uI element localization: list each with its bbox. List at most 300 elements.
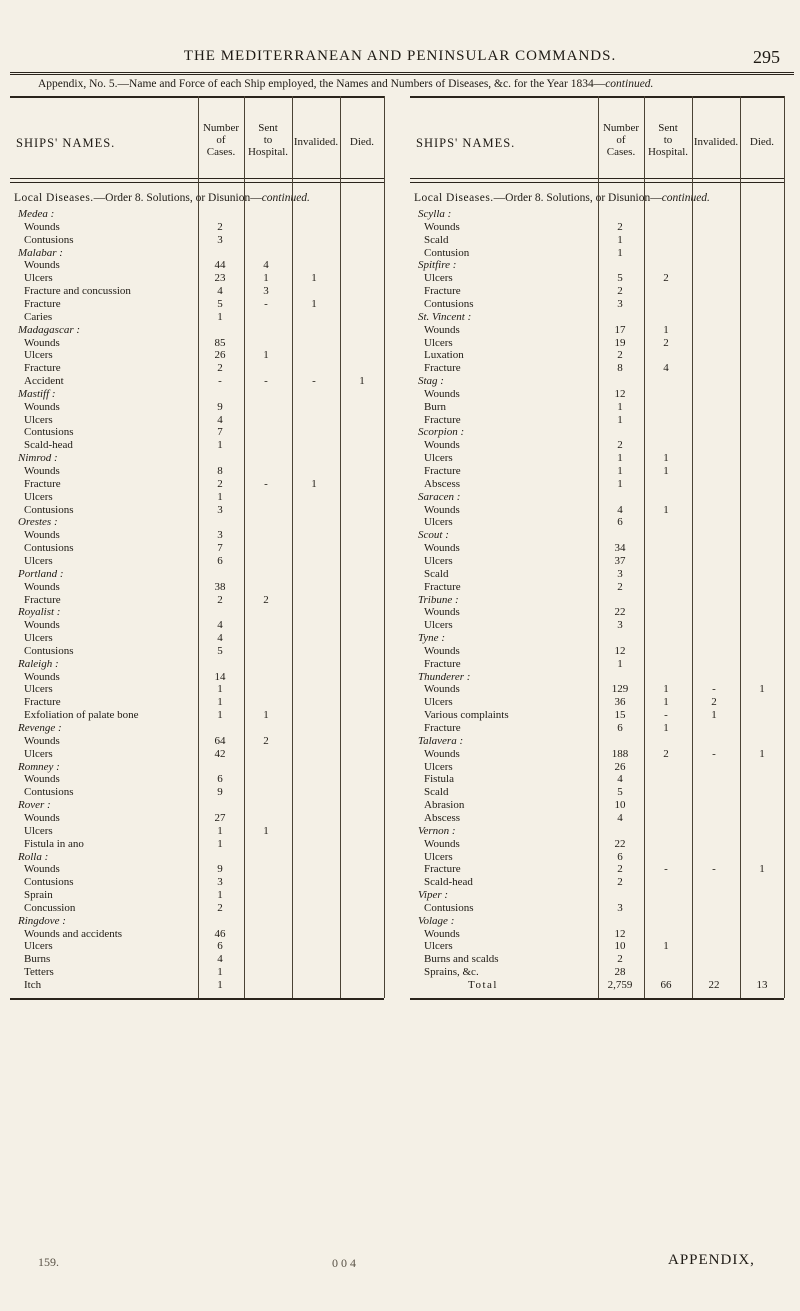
cases-value: 26 xyxy=(614,760,626,773)
ship-name-row xyxy=(410,491,784,503)
disease-name: Fracture xyxy=(24,477,61,490)
cases-value: 85 xyxy=(214,336,226,349)
hospital-value: - xyxy=(264,375,268,388)
disease-row xyxy=(410,902,784,914)
cases-value: 3 xyxy=(617,619,623,632)
cases-value: 9 xyxy=(217,786,223,799)
disease-name: Wounds xyxy=(424,439,460,452)
disease-row xyxy=(410,388,784,400)
died-value: 1 xyxy=(759,747,765,760)
cases-value: 1 xyxy=(617,233,623,246)
column-divider xyxy=(198,96,199,998)
footer-catchword: APPENDIX, xyxy=(668,1252,755,1268)
ship-name-row xyxy=(10,851,384,863)
cases-value: 5 xyxy=(617,272,623,285)
cases-value: 3 xyxy=(217,876,223,889)
disease-row xyxy=(410,876,784,888)
disease-name: Ulcers xyxy=(424,696,453,709)
cases-value: 1 xyxy=(217,979,223,991)
disease-row xyxy=(10,773,384,785)
cases-value: 64 xyxy=(214,734,226,747)
column-header-sent xyxy=(644,122,692,158)
disease-row xyxy=(410,683,784,695)
disease-row xyxy=(10,234,384,246)
disease-row xyxy=(10,902,384,914)
ship-name: Volage : xyxy=(418,914,455,927)
cases-value: 8 xyxy=(617,362,623,375)
page-number: 295 xyxy=(753,47,780,67)
column-divider xyxy=(340,96,341,998)
header-rule-lower xyxy=(10,182,384,183)
cases-value: 34 xyxy=(614,542,626,555)
disease-name: Burns xyxy=(24,953,51,966)
ship-name-row xyxy=(410,594,784,606)
disease-row xyxy=(410,773,784,785)
cases-value: 6 xyxy=(217,773,223,786)
cases-value: 15 xyxy=(614,709,626,722)
disease-name: Ulcers xyxy=(424,850,453,863)
cases-value: 1 xyxy=(217,310,223,323)
cases-value: 2 xyxy=(617,580,623,593)
cases-value: 2 xyxy=(617,285,623,298)
disease-row xyxy=(410,516,784,528)
disease-row xyxy=(10,876,384,888)
cases-value: 42 xyxy=(214,747,226,760)
disease-name: Wounds xyxy=(24,259,60,272)
cases-value: 3 xyxy=(617,567,623,580)
cases-value: 36 xyxy=(614,696,626,709)
ship-name-row xyxy=(10,915,384,927)
cases-value: 2 xyxy=(617,953,623,966)
ship-name: Revenge : xyxy=(18,722,62,734)
disease-name: Ulcers xyxy=(424,619,453,632)
disease-row xyxy=(410,401,784,413)
disease-row xyxy=(10,709,384,721)
hospital-value: 2 xyxy=(663,747,669,760)
disease-name: Fracture xyxy=(424,722,461,734)
cases-value: 46 xyxy=(214,927,226,940)
ship-name-row xyxy=(10,799,384,811)
column-header-line: Number xyxy=(202,122,240,134)
column-header-line: of xyxy=(616,134,626,146)
column-header-line: Hospital. xyxy=(647,146,689,158)
ship-name-row xyxy=(10,722,384,734)
hospital-value: - xyxy=(664,863,668,876)
invalided-value: 1 xyxy=(311,477,317,490)
section-title xyxy=(414,192,710,204)
column-header-line: Sent xyxy=(658,122,678,134)
cases-value: 6 xyxy=(617,516,623,529)
disease-row xyxy=(410,863,784,875)
total-row xyxy=(410,979,784,991)
column-divider xyxy=(784,96,785,998)
cases-value: 1 xyxy=(617,465,623,477)
ship-name: Scorpion : xyxy=(418,426,465,439)
disease-row xyxy=(10,671,384,683)
disease-row xyxy=(410,439,784,451)
cases-value: 6 xyxy=(217,940,223,953)
ship-name-row xyxy=(10,658,384,670)
disease-name: Scald-head xyxy=(24,439,73,452)
column-header-line: Cases. xyxy=(206,146,236,158)
disease-row xyxy=(410,748,784,760)
hospital-value: 1 xyxy=(663,696,669,709)
ship-name: Romney : xyxy=(18,760,60,773)
disease-name: Wounds xyxy=(24,529,60,542)
disease-row xyxy=(410,504,784,516)
section-continued: continued. xyxy=(261,192,310,204)
disease-row xyxy=(10,272,384,284)
invalided-value: 22 xyxy=(708,979,720,991)
table-bottom-rule xyxy=(10,998,384,1000)
disease-name: Wounds xyxy=(424,747,460,760)
ship-name: Scout : xyxy=(418,529,449,542)
invalided-value: - xyxy=(712,683,716,696)
ship-name: Tribune : xyxy=(418,593,459,606)
column-header-number xyxy=(598,122,644,158)
disease-name: Exfoliation of palate bone xyxy=(24,709,139,722)
ship-name-row xyxy=(10,247,384,259)
disease-name: Ulcers xyxy=(24,490,53,503)
ship-name: Mastiff : xyxy=(18,387,56,400)
disease-name: Wounds xyxy=(424,644,460,657)
column-header-invalided: Invalided. xyxy=(293,136,339,148)
column-divider xyxy=(292,96,293,998)
hospital-value: 1 xyxy=(663,465,669,477)
disease-row xyxy=(410,645,784,657)
hospital-value: 4 xyxy=(663,362,669,375)
disease-name: Contusions xyxy=(424,901,474,914)
disease-name: Contusions xyxy=(24,503,74,516)
disease-name: Fracture xyxy=(24,362,61,375)
cases-value: 6 xyxy=(617,722,623,734)
cases-value: 28 xyxy=(614,966,626,979)
disease-row xyxy=(10,259,384,271)
disease-name: Tetters xyxy=(24,966,54,979)
ship-name: Rolla : xyxy=(18,850,49,863)
cases-value: 1 xyxy=(217,966,223,979)
cases-value: 6 xyxy=(217,554,223,567)
total-label: Total xyxy=(468,979,498,991)
section-label: Local Diseases. xyxy=(14,192,94,204)
hospital-value: 2 xyxy=(663,336,669,349)
cases-value: 1 xyxy=(217,889,223,902)
disease-row xyxy=(10,349,384,361)
cases-value: 129 xyxy=(611,683,629,696)
disease-row xyxy=(10,311,384,323)
cases-value: 2 xyxy=(217,901,223,914)
disease-name: Ulcers xyxy=(424,336,453,349)
ship-name: Rover : xyxy=(18,799,51,812)
hospital-value: - xyxy=(264,297,268,310)
disease-row xyxy=(10,966,384,978)
disease-row xyxy=(10,298,384,310)
disease-name: Wounds xyxy=(424,387,460,400)
disease-name: Ulcers xyxy=(424,940,453,953)
disease-row xyxy=(10,735,384,747)
cases-value: 4 xyxy=(617,503,623,516)
disease-row xyxy=(410,555,784,567)
column-divider xyxy=(598,96,599,998)
disease-row xyxy=(410,619,784,631)
cases-value: 12 xyxy=(614,927,626,940)
disease-row xyxy=(10,414,384,426)
disease-name: Wounds xyxy=(24,863,60,876)
disease-row xyxy=(410,221,784,233)
cases-value: 3 xyxy=(217,233,223,246)
disease-name: Wounds xyxy=(24,336,60,349)
disease-name: Wounds xyxy=(24,220,60,233)
disease-name: Abrasion xyxy=(424,799,465,812)
ship-name: Spitfire : xyxy=(418,259,457,272)
ship-name: Royalist : xyxy=(18,606,61,619)
cases-value: 7 xyxy=(217,542,223,555)
column-header-line: Number xyxy=(602,122,640,134)
disease-name: Fracture xyxy=(24,696,61,709)
disease-name: Ulcers xyxy=(24,747,53,760)
disease-name: Wounds and accidents xyxy=(24,927,123,940)
ship-name: Nimrod : xyxy=(18,452,58,465)
ship-name: Stag : xyxy=(418,375,444,388)
invalided-value: 1 xyxy=(311,272,317,285)
hospital-value: 1 xyxy=(663,683,669,696)
cases-value: 37 xyxy=(614,554,626,567)
section-continued: continued. xyxy=(661,192,710,204)
disease-name: Fracture xyxy=(424,657,461,670)
disease-row xyxy=(10,504,384,516)
disease-name: Fracture xyxy=(24,593,61,606)
died-value: 1 xyxy=(759,683,765,696)
ship-name: Raleigh : xyxy=(18,657,59,670)
invalided-value: - xyxy=(312,375,316,388)
ship-name-row xyxy=(10,208,384,220)
cases-value: 2 xyxy=(217,362,223,375)
disease-row xyxy=(10,786,384,798)
disease-row xyxy=(10,375,384,387)
column-divider xyxy=(384,96,385,998)
disease-name: Ulcers xyxy=(24,349,53,362)
disease-row xyxy=(10,337,384,349)
cases-value: 1 xyxy=(617,452,623,465)
disease-name: Wounds xyxy=(424,503,460,516)
hospital-value: 1 xyxy=(663,503,669,516)
cases-value: 5 xyxy=(217,644,223,657)
hospital-value: 4 xyxy=(263,259,269,272)
disease-row xyxy=(410,799,784,811)
column-header-line: to xyxy=(663,134,673,146)
ship-name: Ringdove : xyxy=(18,914,66,927)
header-rule-lower xyxy=(410,182,784,183)
cases-value: 1 xyxy=(217,824,223,837)
disease-name: Fracture xyxy=(424,413,461,426)
ship-name-row xyxy=(10,452,384,464)
ship-name-row xyxy=(410,259,784,271)
disease-row xyxy=(410,709,784,721)
disease-name: Sprains, &c. xyxy=(424,966,479,979)
cases-value: 1 xyxy=(217,683,223,696)
disease-row xyxy=(410,838,784,850)
left-table xyxy=(10,96,384,1246)
invalided-value: 1 xyxy=(311,297,317,310)
disease-row xyxy=(10,478,384,490)
ship-name: Portland : xyxy=(18,567,64,580)
died-value: 1 xyxy=(759,863,765,876)
cases-value: 2 xyxy=(217,477,223,490)
disease-row xyxy=(410,542,784,554)
disease-name: Caries xyxy=(24,310,53,323)
disease-row xyxy=(10,979,384,991)
hospital-value: 1 xyxy=(263,272,269,285)
hospital-value: - xyxy=(664,709,668,722)
disease-name: Contusions xyxy=(24,426,74,439)
disease-row xyxy=(410,812,784,824)
disease-row xyxy=(10,491,384,503)
cases-value: 1 xyxy=(617,477,623,490)
cases-value: 22 xyxy=(614,837,626,850)
disease-row xyxy=(410,940,784,952)
disease-row xyxy=(410,337,784,349)
disease-row xyxy=(410,953,784,965)
invalided-value: 2 xyxy=(711,696,717,709)
ship-name-row xyxy=(410,889,784,901)
disease-row xyxy=(10,889,384,901)
hospital-value: 3 xyxy=(263,285,269,298)
cases-value: 3 xyxy=(617,901,623,914)
ship-name-row xyxy=(410,208,784,220)
footer-signature-mark: 159. xyxy=(38,1255,59,1269)
cases-value: 9 xyxy=(217,400,223,413)
disease-name: Fracture xyxy=(424,285,461,298)
died-value: 13 xyxy=(756,979,768,991)
cases-value: 23 xyxy=(214,272,226,285)
disease-name: Fracture and concussion xyxy=(24,285,131,298)
disease-name: Fracture xyxy=(424,580,461,593)
column-divider xyxy=(740,96,741,998)
cases-value: 4 xyxy=(217,413,223,426)
disease-row xyxy=(410,606,784,618)
disease-row xyxy=(10,928,384,940)
table-top-rule xyxy=(410,96,784,98)
disease-row xyxy=(410,568,784,580)
header-rule-lower xyxy=(410,178,784,179)
ship-name: St. Vincent : xyxy=(418,310,472,323)
caption-continued: continued. xyxy=(605,78,654,90)
disease-row xyxy=(10,838,384,850)
disease-name: Fistula xyxy=(424,773,454,786)
cases-value: 14 xyxy=(214,670,226,683)
ship-name: Orestes : xyxy=(18,516,58,529)
disease-row xyxy=(410,362,784,374)
disease-row xyxy=(10,863,384,875)
ship-name: Vernon : xyxy=(418,824,456,837)
column-header-ships: SHIPS' NAMES. xyxy=(416,136,516,150)
disease-row xyxy=(410,324,784,336)
cases-value: 9 xyxy=(217,863,223,876)
cases-value: 5 xyxy=(617,786,623,799)
cases-value: 2 xyxy=(617,876,623,889)
disease-row xyxy=(10,953,384,965)
disease-name: Ulcers xyxy=(424,452,453,465)
disease-name: Itch xyxy=(24,979,42,991)
ship-name: Talavera : xyxy=(418,734,464,747)
ship-name-row xyxy=(410,632,784,644)
disease-name: Scald xyxy=(424,567,449,580)
disease-row xyxy=(410,928,784,940)
disease-row xyxy=(10,362,384,374)
disease-name: Contusions xyxy=(424,297,474,310)
disease-name: Fracture xyxy=(24,297,61,310)
disease-name: Ulcers xyxy=(424,272,453,285)
disease-name: Contusions xyxy=(24,233,74,246)
disease-row xyxy=(410,478,784,490)
column-header-number xyxy=(198,122,244,158)
column-header-ships: SHIPS' NAMES. xyxy=(16,136,116,150)
ship-name-row xyxy=(410,426,784,438)
disease-name: Contusions xyxy=(24,542,74,555)
cases-value: 1 xyxy=(217,696,223,709)
cases-value: 2 xyxy=(217,220,223,233)
ship-name-row xyxy=(410,311,784,323)
disease-name: Ulcers xyxy=(24,940,53,953)
ship-name-row xyxy=(410,825,784,837)
disease-name: Wounds xyxy=(424,683,460,696)
cases-value: 188 xyxy=(611,747,629,760)
table-bottom-rule xyxy=(410,998,784,1000)
cases-value: 2 xyxy=(617,439,623,452)
disease-row xyxy=(410,696,784,708)
disease-name: Luxation xyxy=(424,349,464,362)
ship-name-row xyxy=(10,324,384,336)
cases-value: 26 xyxy=(214,349,226,362)
disease-name: Ulcers xyxy=(24,413,53,426)
disease-name: Wounds xyxy=(24,580,60,593)
cases-value: 2,759 xyxy=(607,979,633,991)
disease-row xyxy=(10,619,384,631)
hospital-value: 2 xyxy=(663,272,669,285)
hospital-value: 2 xyxy=(263,734,269,747)
disease-row xyxy=(410,272,784,284)
column-header-sent xyxy=(244,122,292,158)
disease-row xyxy=(10,221,384,233)
section-title xyxy=(14,192,310,204)
header-rule-lower xyxy=(10,178,384,179)
disease-row xyxy=(10,426,384,438)
disease-name: Fistula in ano xyxy=(24,837,84,850)
footer-catalog-mark: 0 0 4 xyxy=(332,1256,356,1270)
column-header-invalided: Invalided. xyxy=(693,136,739,148)
disease-row xyxy=(10,748,384,760)
disease-name: Contusion xyxy=(424,246,470,259)
column-header-line: of xyxy=(216,134,226,146)
disease-name: Scald xyxy=(424,233,449,246)
disease-name: Ulcers xyxy=(24,824,53,837)
disease-name: Ulcers xyxy=(24,272,53,285)
disease-name: Abscess xyxy=(424,477,461,490)
disease-row xyxy=(10,825,384,837)
disease-name: Concussion xyxy=(24,901,76,914)
disease-row xyxy=(10,594,384,606)
disease-name: Wounds xyxy=(424,927,460,940)
disease-row xyxy=(410,298,784,310)
disease-row xyxy=(410,414,784,426)
ship-name-row xyxy=(410,375,784,387)
cases-value: 4 xyxy=(217,619,223,632)
column-divider xyxy=(644,96,645,998)
disease-name: Contusions xyxy=(24,876,74,889)
section-order: —Order 8. Solutions, or Disunion— xyxy=(493,192,662,204)
disease-row xyxy=(410,966,784,978)
column-header-died: Died. xyxy=(349,136,375,148)
